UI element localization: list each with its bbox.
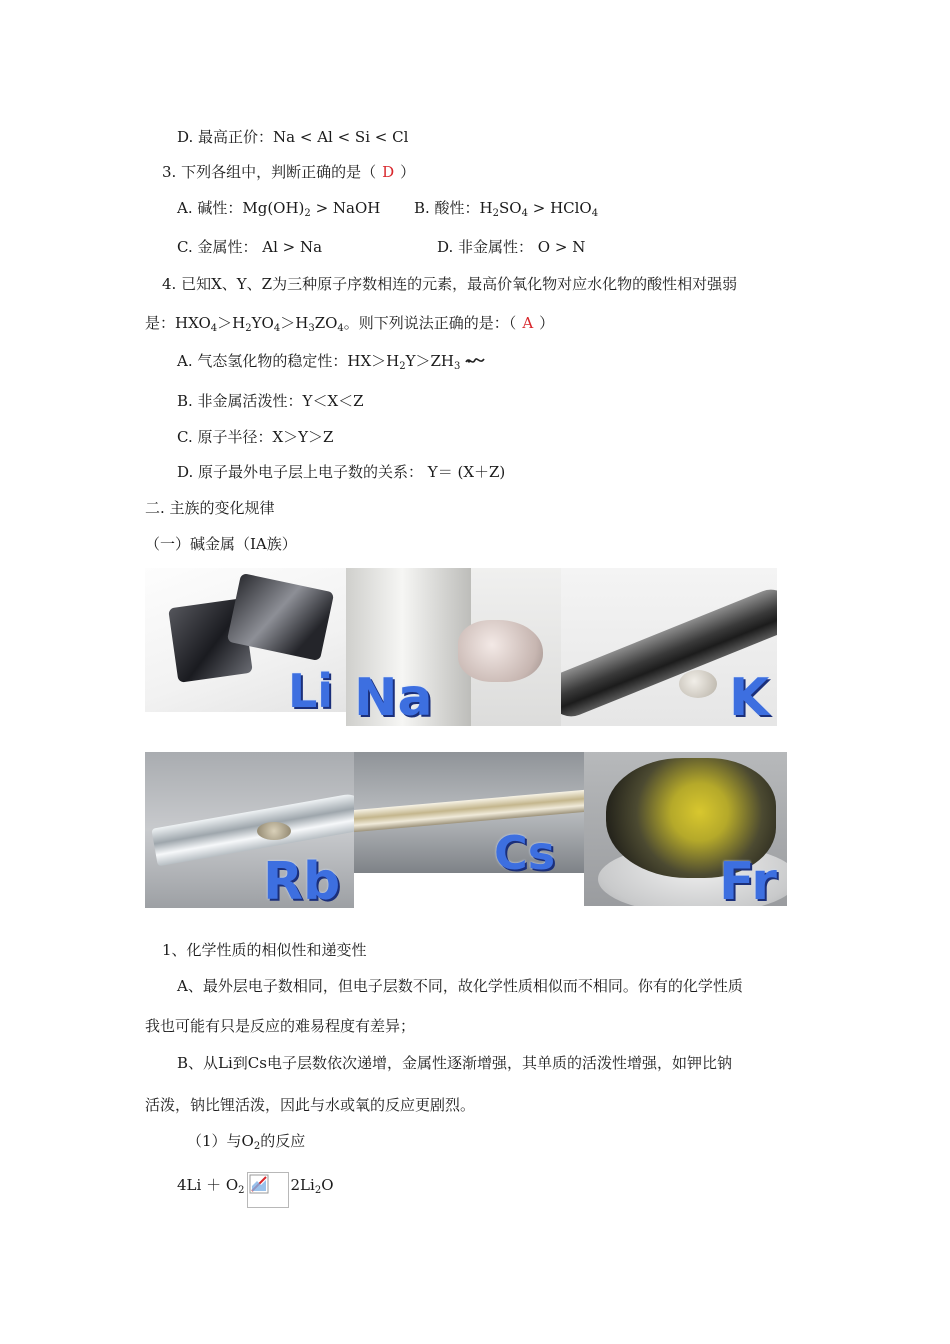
q4-stem-line2 — [145, 313, 554, 333]
q3-stem-prefix: 3. 下列各组中，判断正确的是（ — [162, 163, 377, 181]
q4-text-e: ZO — [314, 314, 338, 332]
q3-option-b-text2: SO — [499, 199, 522, 217]
equation-product-sub: 2 — [314, 1185, 322, 1196]
q4-text-f: 。则下列说法正确的是：（ — [343, 314, 517, 332]
q3-option-b-sub3: 4 — [591, 208, 599, 219]
cesium-photo — [354, 752, 584, 873]
reaction-heading — [187, 1131, 305, 1151]
element-symbol: Na — [354, 668, 433, 726]
q3-option-b — [414, 198, 598, 218]
element-symbol: K — [729, 668, 770, 726]
section-subtitle: （一）碱金属（IA族） — [145, 535, 297, 553]
q3-option-a-text: A. 碱性：Mg(OH) — [177, 199, 305, 217]
q4-sub-4: 3 — [308, 323, 315, 334]
q4-answer: A — [522, 314, 534, 332]
q4-sub-1: 4 — [210, 323, 218, 334]
francium-photo — [584, 752, 787, 906]
element-symbol: Li — [288, 664, 334, 712]
equation-product-tail: O — [321, 1176, 334, 1194]
q3-option-b-text: B. 酸性：H — [414, 199, 493, 217]
q4-text-c: YO — [251, 314, 274, 332]
lithium-photo — [145, 568, 346, 712]
equation-product: 2Li — [290, 1176, 315, 1194]
q4-text-g: ） — [539, 314, 555, 332]
element-symbol: Rb — [263, 852, 341, 908]
paragraph-a-line1: A、最外层电子数相同，但电子层数不同，故化学性质相似而不相同。你有的化学性质 — [177, 977, 743, 995]
rubidium-photo — [145, 752, 354, 908]
potassium-photo — [561, 568, 777, 726]
q4-text-b: ＞H — [217, 314, 246, 332]
q3-option-a — [177, 198, 380, 218]
potassium-cut — [679, 670, 717, 698]
q4-option-d: D. 原子最外电子层上电子数的关系： Y＝ (X＋Z) — [177, 463, 506, 481]
q2-option-d: D. 最高正价：Na < Al < Si < Cl — [177, 128, 409, 146]
q4-text-d: ＞H — [280, 314, 309, 332]
section-title: 二. 主族的变化规律 — [145, 499, 275, 517]
paragraph-b-line1: B、从Li到Cs电子层数依次递增，金属性逐渐增强，其单质的活泼性增强，如钾比钠 — [177, 1054, 732, 1072]
q3-answer: D — [382, 163, 395, 181]
q4-option-a-sub1: 2 — [399, 361, 406, 372]
q4-sub-5: 4 — [337, 323, 344, 334]
q4-stem-line1: 4. 已知X、Y、Z为三种原子序数相连的元素，最高价氧化物对应水化物的酸性相对强弱 — [162, 275, 738, 293]
q3-option-a-text2: > NaOH — [310, 199, 381, 217]
q3-option-d: D. 非金属性： O > N — [437, 238, 586, 256]
q4-option-a-sub2: 3 — [454, 361, 461, 372]
q4-option-a-text: A. 气态氢化物的稳定性：HX＞H — [177, 352, 400, 370]
q3-option-a-sub: 2 — [304, 208, 311, 219]
q4-option-a-text2: Y＞ZH — [405, 352, 454, 370]
subheading-properties: 1、化学性质的相似性和递变性 — [162, 941, 367, 959]
equation-sub: 2 — [238, 1185, 245, 1196]
equation-reactants: 4Li ＋ O — [177, 1176, 239, 1194]
q3-option-b-sub2: 4 — [521, 208, 528, 219]
element-symbol: Cs — [494, 826, 556, 873]
q3-stem-suffix: ） — [400, 163, 416, 181]
reaction-heading-text2: 的反应 — [260, 1132, 306, 1150]
q3-option-b-text3: > HClO — [527, 199, 592, 217]
sodium-photo — [346, 568, 561, 726]
scribble-icon — [465, 355, 485, 367]
q3-option-b-sub1: 2 — [492, 208, 500, 219]
rubidium-metal — [257, 822, 291, 840]
q4-sub-3: 4 — [273, 323, 281, 334]
q4-option-c: C. 原子半径：X＞Y＞Z — [177, 428, 334, 446]
reaction-heading-sub: 2 — [253, 1141, 261, 1152]
q4-sub-2: 2 — [245, 323, 252, 334]
q4-option-b: B. 非金属活泼性：Y＜X＜Z — [177, 392, 364, 410]
q3-option-c: C. 金属性： Al > Na — [177, 238, 323, 256]
paragraph-a-line2: 我也可能有只是反应的难易程度有差异； — [145, 1017, 416, 1035]
reaction-equation — [177, 1172, 334, 1208]
q4-option-a — [177, 351, 485, 371]
paragraph-b-line2: 活泼，钠比锂活泼，因此与水或氧的反应更剧烈。 — [145, 1096, 476, 1114]
q3-stem — [162, 162, 415, 182]
sodium-chunk — [458, 620, 543, 682]
reaction-heading-text: （1）与O — [187, 1132, 254, 1150]
broken-image-icon — [247, 1172, 289, 1208]
element-symbol: Fr — [719, 852, 777, 906]
q4-text-a: 是：HXO — [145, 314, 211, 332]
